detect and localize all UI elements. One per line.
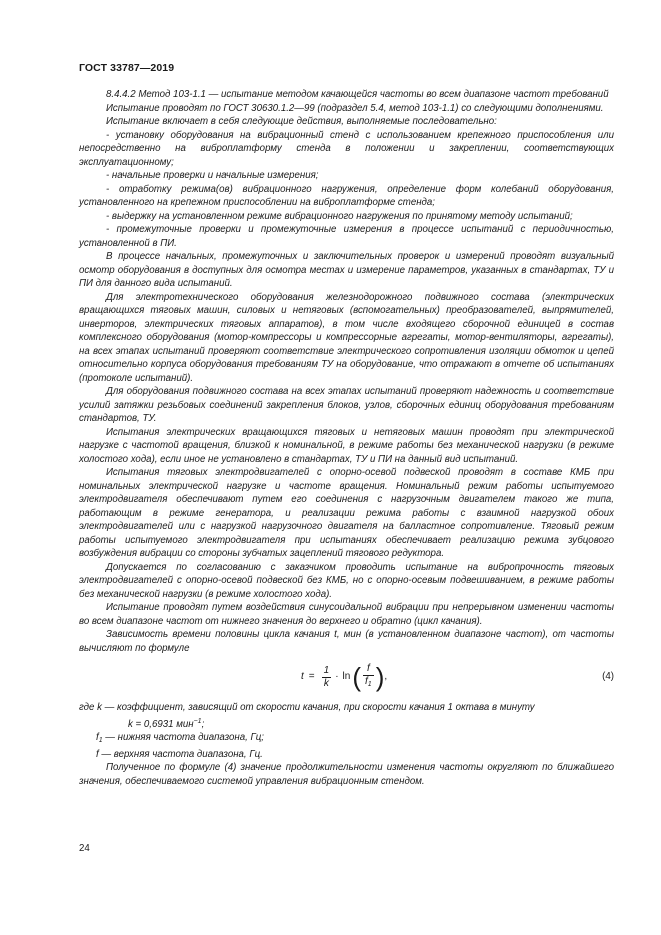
list-item: - начальные проверки и начальные измерения; bbox=[106, 170, 319, 181]
list-item: - выдержку на установленном режиме вибрационного нагружения по принятому методу испытаний; bbox=[106, 210, 573, 222]
formula-function: ln bbox=[342, 671, 351, 683]
formula-comma: , bbox=[384, 671, 388, 683]
paragraph: Допускается по согласованию с заказчиком проводить испытание на вибропрочность тяговых электродвигателей с опорно-осевой подвеской без КМБ, но с опорно-осевым подвешиванием, в режиме работы без механической нагрузки (в режиме холостого хода). bbox=[79, 561, 614, 600]
page-body bbox=[79, 88, 614, 788]
k-value: k = 0,6931 мин bbox=[128, 718, 194, 730]
paragraph: Зависимость времени половины цикла качания t, мин (в установленном диапазоне частот), от частоты вычисляют по формуле bbox=[79, 629, 614, 654]
paragraph: 8.4.4.2 Метод 103-1.1 — испытание методом качающейся частоты во всем диапазоне частот требований bbox=[106, 89, 609, 100]
list-item: - промежуточные проверки и промежуточные измерения в процессе испытаний с периодичностью, установленной в ПИ. bbox=[79, 224, 614, 249]
left-paren: ( bbox=[352, 662, 361, 692]
formula-equals: = bbox=[308, 671, 315, 683]
fraction-numerator: 1 bbox=[323, 664, 330, 676]
k-value-end: ; bbox=[201, 718, 205, 730]
formula-coefficient-fraction bbox=[322, 665, 332, 690]
paragraph: Для оборудования подвижного состава на всех этапах испытаний проверяют надежность и соответствие усилий затяжки резьбовых соединений закрепления блоков, узлов, сборочных единиц оборудования требованиям стандартов, ТУ. bbox=[79, 386, 614, 424]
fraction-denominator: k bbox=[323, 677, 329, 689]
where-clause: где k — коэффициент, зависящий от скорости качания, при скорости качания 1 октава в минуту bbox=[79, 702, 535, 713]
right-paren: ) bbox=[375, 662, 385, 692]
paragraph: В процессе начальных, промежуточных и заключительных проверок и измерений проводят визуальный осмотр оборудования в доступных для осмотра местах и измерение параметров, указанных в стандартах, ТУ и ПИ для данного вида испытаний. bbox=[79, 251, 614, 289]
f1-description: — нижняя частота диапазона, Гц; bbox=[102, 732, 264, 744]
fraction-denominator bbox=[363, 675, 374, 691]
definition-f: f — верхняя частота диапазона, Гц. bbox=[96, 748, 263, 760]
list-item: - отработку режима(ов) вибрационного нагружения, определение форм колебаний оборудования, установленного на крепежном приспособлении на виброплатформе стенда; bbox=[79, 183, 614, 208]
page-number: 24 bbox=[79, 843, 90, 854]
document-code-header: ГОСТ 33787—2019 bbox=[79, 62, 175, 74]
denominator-symbol: f bbox=[365, 676, 368, 687]
formula-number: (4) bbox=[602, 671, 614, 682]
f1-subscript: 1 bbox=[98, 737, 103, 745]
k-unit-exponent: −1 bbox=[193, 717, 202, 725]
definition-f1 bbox=[79, 731, 614, 748]
formula-block bbox=[79, 657, 614, 697]
paragraph: Полученное по формуле (4) значение продолжительности изменения частоты округляют по ближайшего значения, обеспечиваемого системой управления вибрационным стендом. bbox=[79, 762, 614, 787]
list-item: - установку оборудования на вибрационный стенд с использованием крепежного приспособления или непосредственно на виброплатформу стенда в положении и закреплении, соответствующих эксплуатационному; bbox=[79, 129, 614, 168]
formula bbox=[301, 659, 387, 695]
formula-multiply: · bbox=[335, 671, 339, 683]
paragraph: Испытание включает в себя следующие действия, выполняемые последовательно: bbox=[106, 116, 497, 127]
denominator-subscript: 1 bbox=[367, 681, 372, 688]
f1-symbol: f bbox=[96, 732, 99, 744]
paragraph: Испытания электрических вращающихся тяговых и нетяговых машин проводят при электрической нагрузке с частотой вращения, близкой к номинальной, в режиме работы без механической нагрузки (в режиме холостого хода), если иное не установлено в стандартах, ТУ и ПИ на данный вид испытаний. bbox=[79, 426, 614, 465]
paragraph: Испытание проводят по ГОСТ 30630.1.2—99 (подраздел 5.4, метод 103-1.1) со следующими дополнениями. bbox=[106, 102, 604, 114]
fraction-numerator: f bbox=[366, 663, 370, 674]
paragraph: Испытания тяговых электродвигателей с опорно-осевой подвеской проводят в составе КМБ при номинальных электрической нагрузке и частоте вращения. Номинальный режим работы испытуемого электродвигателя обеспечивают путем его соединения с нагрузочным двигателем такого же типа, работающим в режиме генератора, и реализации режима работы с взаимной нагрузкой обоих электродвигателей или с нагрузкой нагрузочного двигателя на балластное сопротивление. Тяговый режим работы испытуемого электродвигателя при испытаниях обеспечивает реализацию режима зубцового возбуждения вибрации со стороны зубчатых зацеплений тягового редуктора. bbox=[79, 467, 614, 559]
paragraph: Испытание проводят путем воздействия синусоидальной вибрации при непрерывном изменении частоты во всем диапазоне частот от нижнего значения до верхнего и обратно (цикл качания). bbox=[79, 602, 614, 627]
formula-ratio-fraction bbox=[363, 663, 374, 691]
paragraph: Для электротехнического оборудования железнодорожного подвижного состава (электрических вращающихся тяговых машин, силовых и нетяговых (вспомогательных) преобразователей, выпрямителей, инверторов, электрических тяговых аппаратов), в том числе входящего сборочной единицей в состав комплексного оборудования (мотор-компрессоры и компрессорные агрегаты, мотор-вентиляторы, агрегаты), на всех этапах испытаний проверяют соответствие электрического сопротивления изоляции обмоток и цепей относительно корпуса оборудования требованиям ТУ на оборудование, что отражают в отчете об испытаниях (протоколе испытаний). bbox=[79, 291, 614, 384]
where-clause-continued bbox=[79, 715, 614, 732]
formula-lhs: t bbox=[301, 671, 304, 683]
